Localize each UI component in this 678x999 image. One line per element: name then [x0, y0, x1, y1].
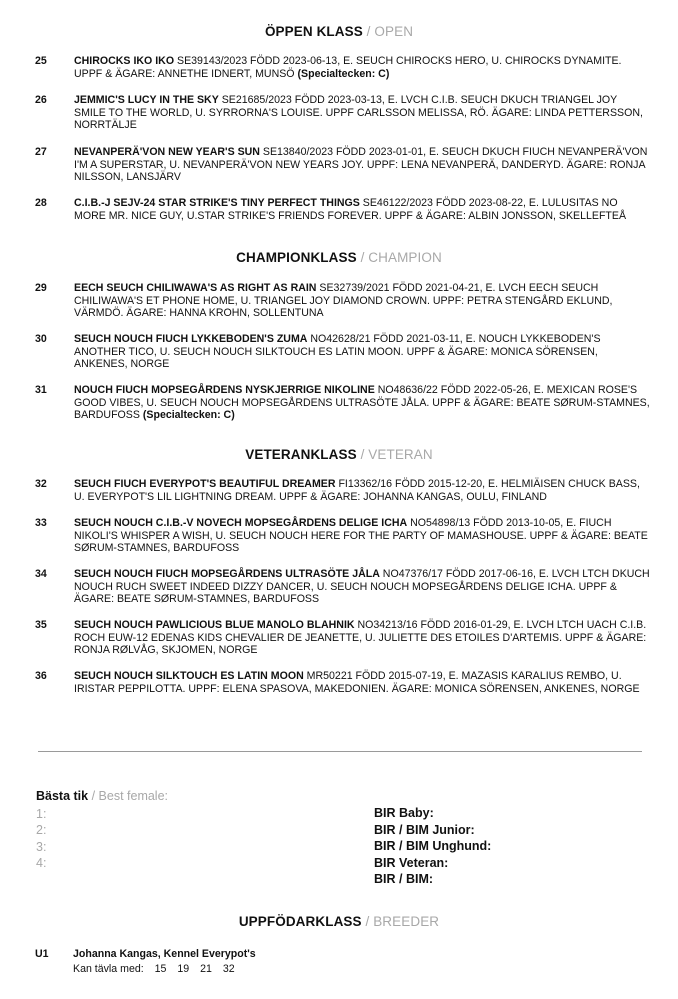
placing-1: 1:: [36, 807, 47, 821]
entry-27: [35, 146, 650, 184]
entry-30: [35, 333, 650, 371]
placing-3: 3:: [36, 839, 47, 854]
entry-number: 30: [35, 333, 47, 345]
entry-number: 36: [35, 670, 47, 682]
entry-number: 34: [35, 568, 47, 580]
award-veteran: BIR Veteran:: [374, 855, 449, 870]
entry-35: [35, 619, 650, 657]
entry-28: [35, 197, 650, 222]
dog-name: SEUCH NOUCH FIUCH LYKKEBODEN'S ZUMA: [74, 333, 308, 345]
dog-details: SE32739/2021 FÖDD 2021-04-21, E. LVCH EECH SEUCH CHILIWAWA'S ET PHONE HOME, U. TRIANGEL JOY DIAMOND CROWN. UPPF: PETRA STENGÅRD EKLUND, VÄRMDÖ. ÄGARE: HANNA KROHN, SOLLENTUNA: [74, 282, 613, 320]
dog-details: FI13362/16 FÖDD 2015-12-20, E. HELMIÄISEN CHUCK BASS, U. EVERYPOT'S LIL LIGHTNING DREAM. UPPF & ÄGARE: JOHANNA KANGAS, OULU, FINLAND: [74, 478, 640, 503]
breeder-compete-with: [73, 963, 235, 975]
dog-name: NOUCH FIUCH MOPSEGÅRDENS NYSKJERRIGE NIKOLINE: [74, 384, 375, 396]
dog-details: NO54898/13 FÖDD 2013-10-05, E. FIUCH NIKOLI'S WHISPER A WISH, U. SEUCH NOUCH HERE FOR THE PARTY OF MAMASHOUSE. UPPF & ÄGARE: BEATE SØRUM-STAMNES, BARDUFOSS: [74, 517, 648, 555]
entry-31: [35, 384, 650, 422]
dog-details: SE46122/2023 FÖDD 2023-08-22, E. LULUSITAS NO MORE MR. NICE GUY, U.STAR STRIKE'S FRIENDS FOREVER. UPPF & ÄGARE: ALBIN JONSSON, SKELLEFTEÅ: [74, 197, 627, 222]
dog-name: SEUCH FIUCH EVERYPOT'S BEAUTIFUL DREAMER: [74, 478, 336, 490]
best-female-title: Bästa tik / Best female:: [36, 789, 169, 803]
dog-name: C.I.B.-J SEJV-24 STAR STRIKE'S TINY PERFECT THINGS: [74, 197, 360, 209]
award-unghund: BIR / BIM Unghund:: [374, 839, 492, 854]
dog-name: SEUCH NOUCH FIUCH MOPSEGÅRDENS ULTRASÖTE JÅLA: [74, 568, 380, 580]
dog-name: EECH SEUCH CHILIWAWA'S AS RIGHT AS RAIN: [74, 282, 317, 294]
dog-name: SEUCH NOUCH C.I.B.-V NOVECH MOPSEGÅRDENS DELIGE ICHA: [74, 517, 408, 529]
award-junior: BIR / BIM Junior:: [374, 822, 475, 837]
compete-number: 21: [200, 963, 212, 975]
dog-name: SEUCH NOUCH PAWLICIOUS BLUE MANOLO BLAHNIK: [74, 619, 355, 631]
dog-details: MR50221 FÖDD 2015-07-19, E. MAZASIS KARALIUS REMBO, U. IRISTAR PEPPILOTTA. UPPF: ELENA SPASOVA, MAKEDONIEN. ÄGARE: MONICA SÖRENSEN, ANKENES, NORGE: [74, 670, 640, 695]
special-mark: (Specialtecken: C): [142, 409, 235, 422]
placing-4: 4:: [36, 855, 47, 870]
dog-details: NO34213/16 FÖDD 2016-01-29, E. LVCH LTCH UACH C.I.B. ROCH EUW-12 EDENAS KIDS CHEVALIER DE JEANETTE, U. JULIETTE DES ETOILES D'ARTEMIS. UPPF & ÄGARE: RONJA RØLVÅG, SKJOMEN, NORGE: [74, 619, 647, 657]
entry-26: [35, 94, 650, 132]
entry-29: [35, 282, 650, 320]
entry-number: 25: [35, 55, 47, 67]
entry-33: [35, 517, 650, 555]
entry-number: 33: [35, 517, 47, 529]
entry-number: 26: [35, 94, 47, 106]
compete-number: 15: [154, 963, 167, 975]
breeder-number: U1: [35, 948, 49, 960]
award-bir-bim: BIR / BIM:: [374, 872, 434, 887]
entry-number: 31: [35, 384, 47, 396]
section-divider: [38, 751, 642, 752]
dog-name: JEMMIC'S LUCY IN THE SKY: [74, 94, 219, 106]
section-title-breeder: UPPFÖDARKLASS / BREEDER: [238, 914, 440, 929]
breeder-name: Johanna Kangas, Kennel Everypot's: [73, 948, 256, 960]
dog-name: CHIROCKS IKO IKO: [74, 55, 175, 67]
dog-details: SE21685/2023 FÖDD 2023-03-13, E. LVCH C.I.B. SEUCH DKUCH TRIANGEL JOY SMILE TO THE WORLD, U. SYRRORNA'S LOUISE. UPPF CARLSSON MELISSA, RÖ. ÄGARE: LINDA PETTERSSON, NORRTÄLJE: [74, 94, 643, 132]
entry-number: 28: [35, 197, 47, 209]
entry-36: [35, 670, 650, 695]
dog-details: NO42628/21 FÖDD 2021-03-11, E. NOUCH LYKKEBODEN'S ANOTHER TICO, U. SEUCH NOUCH SILKTOUCH ES LATIN MOON. UPPF & ÄGARE: MONICA SÖRENSEN, ANKENES, NORGE: [74, 333, 601, 371]
entry-34: [35, 568, 650, 606]
dog-name: NEVANPERÄ'VON NEW YEAR'S SUN: [74, 146, 260, 158]
entry-number: 27: [35, 146, 47, 158]
section-title-open: ÖPPEN KLASS / OPEN: [264, 24, 414, 39]
placing-2: 2:: [36, 823, 47, 838]
dog-name: SEUCH NOUCH SILKTOUCH ES LATIN MOON: [74, 670, 304, 682]
entry-32: [35, 478, 650, 503]
entry-number: 29: [35, 282, 47, 294]
special-mark: (Specialtecken: C): [297, 67, 390, 80]
awards-list: [374, 805, 491, 888]
dog-details: SE13840/2023 FÖDD 2023-01-01, E. SEUCH DKUCH FIUCH NEVANPERÄ'VON I'M A SUPERSTAR, U. NEVANPERÄ'VON NEW YEARS JOY. UPPF: LENA NEVANPERÄ, DANDERYD. ÄGARE: RONJA NILSSON, LANSJÄRV: [74, 146, 648, 184]
entry-number: 35: [35, 619, 47, 631]
award-bir-baby: BIR Baby:: [374, 806, 434, 820]
dog-details: NO48636/22 FÖDD 2022-05-26, E. MEXICAN ROSE'S GOOD VIBES, U. SEUCH NOUCH MOPSEGÅRDENS ULTRASÖTE JÅLA. UPPF & ÄGARE: BEATE SØRUM-STAMNES, BARDUFOSS: [74, 384, 650, 422]
compete-number: 32: [222, 963, 235, 975]
entry-number: 32: [35, 478, 47, 490]
dog-details: NO47376/17 FÖDD 2017-06-16, E. LVCH LTCH DKUCH NOUCH RUCH SWEET INDEED DIZZY DANCER, U. SEUCH NOUCH MOPSEGÅRDENS DELIGE ICHA. UPPF & ÄGARE: BEATE SØRUM-STAMNES, BARDUFOSS: [74, 568, 650, 606]
section-title-champion: CHAMPIONKLASS / CHAMPION: [236, 250, 442, 265]
entry-25: [35, 55, 650, 80]
compete-label: Kan tävla med:: [73, 963, 144, 975]
section-title-veteran: VETERANKLASS / VETERAN: [245, 447, 433, 462]
compete-number: 19: [177, 963, 190, 975]
dog-details: SE39143/2023 FÖDD 2023-06-13, E. SEUCH CHIROCKS HERO, U. CHIROCKS DYNAMITE. UPPF & ÄGARE: ANNETHE IDNERT, MUNSÖ: [74, 55, 622, 80]
placings-list: [36, 806, 46, 871]
